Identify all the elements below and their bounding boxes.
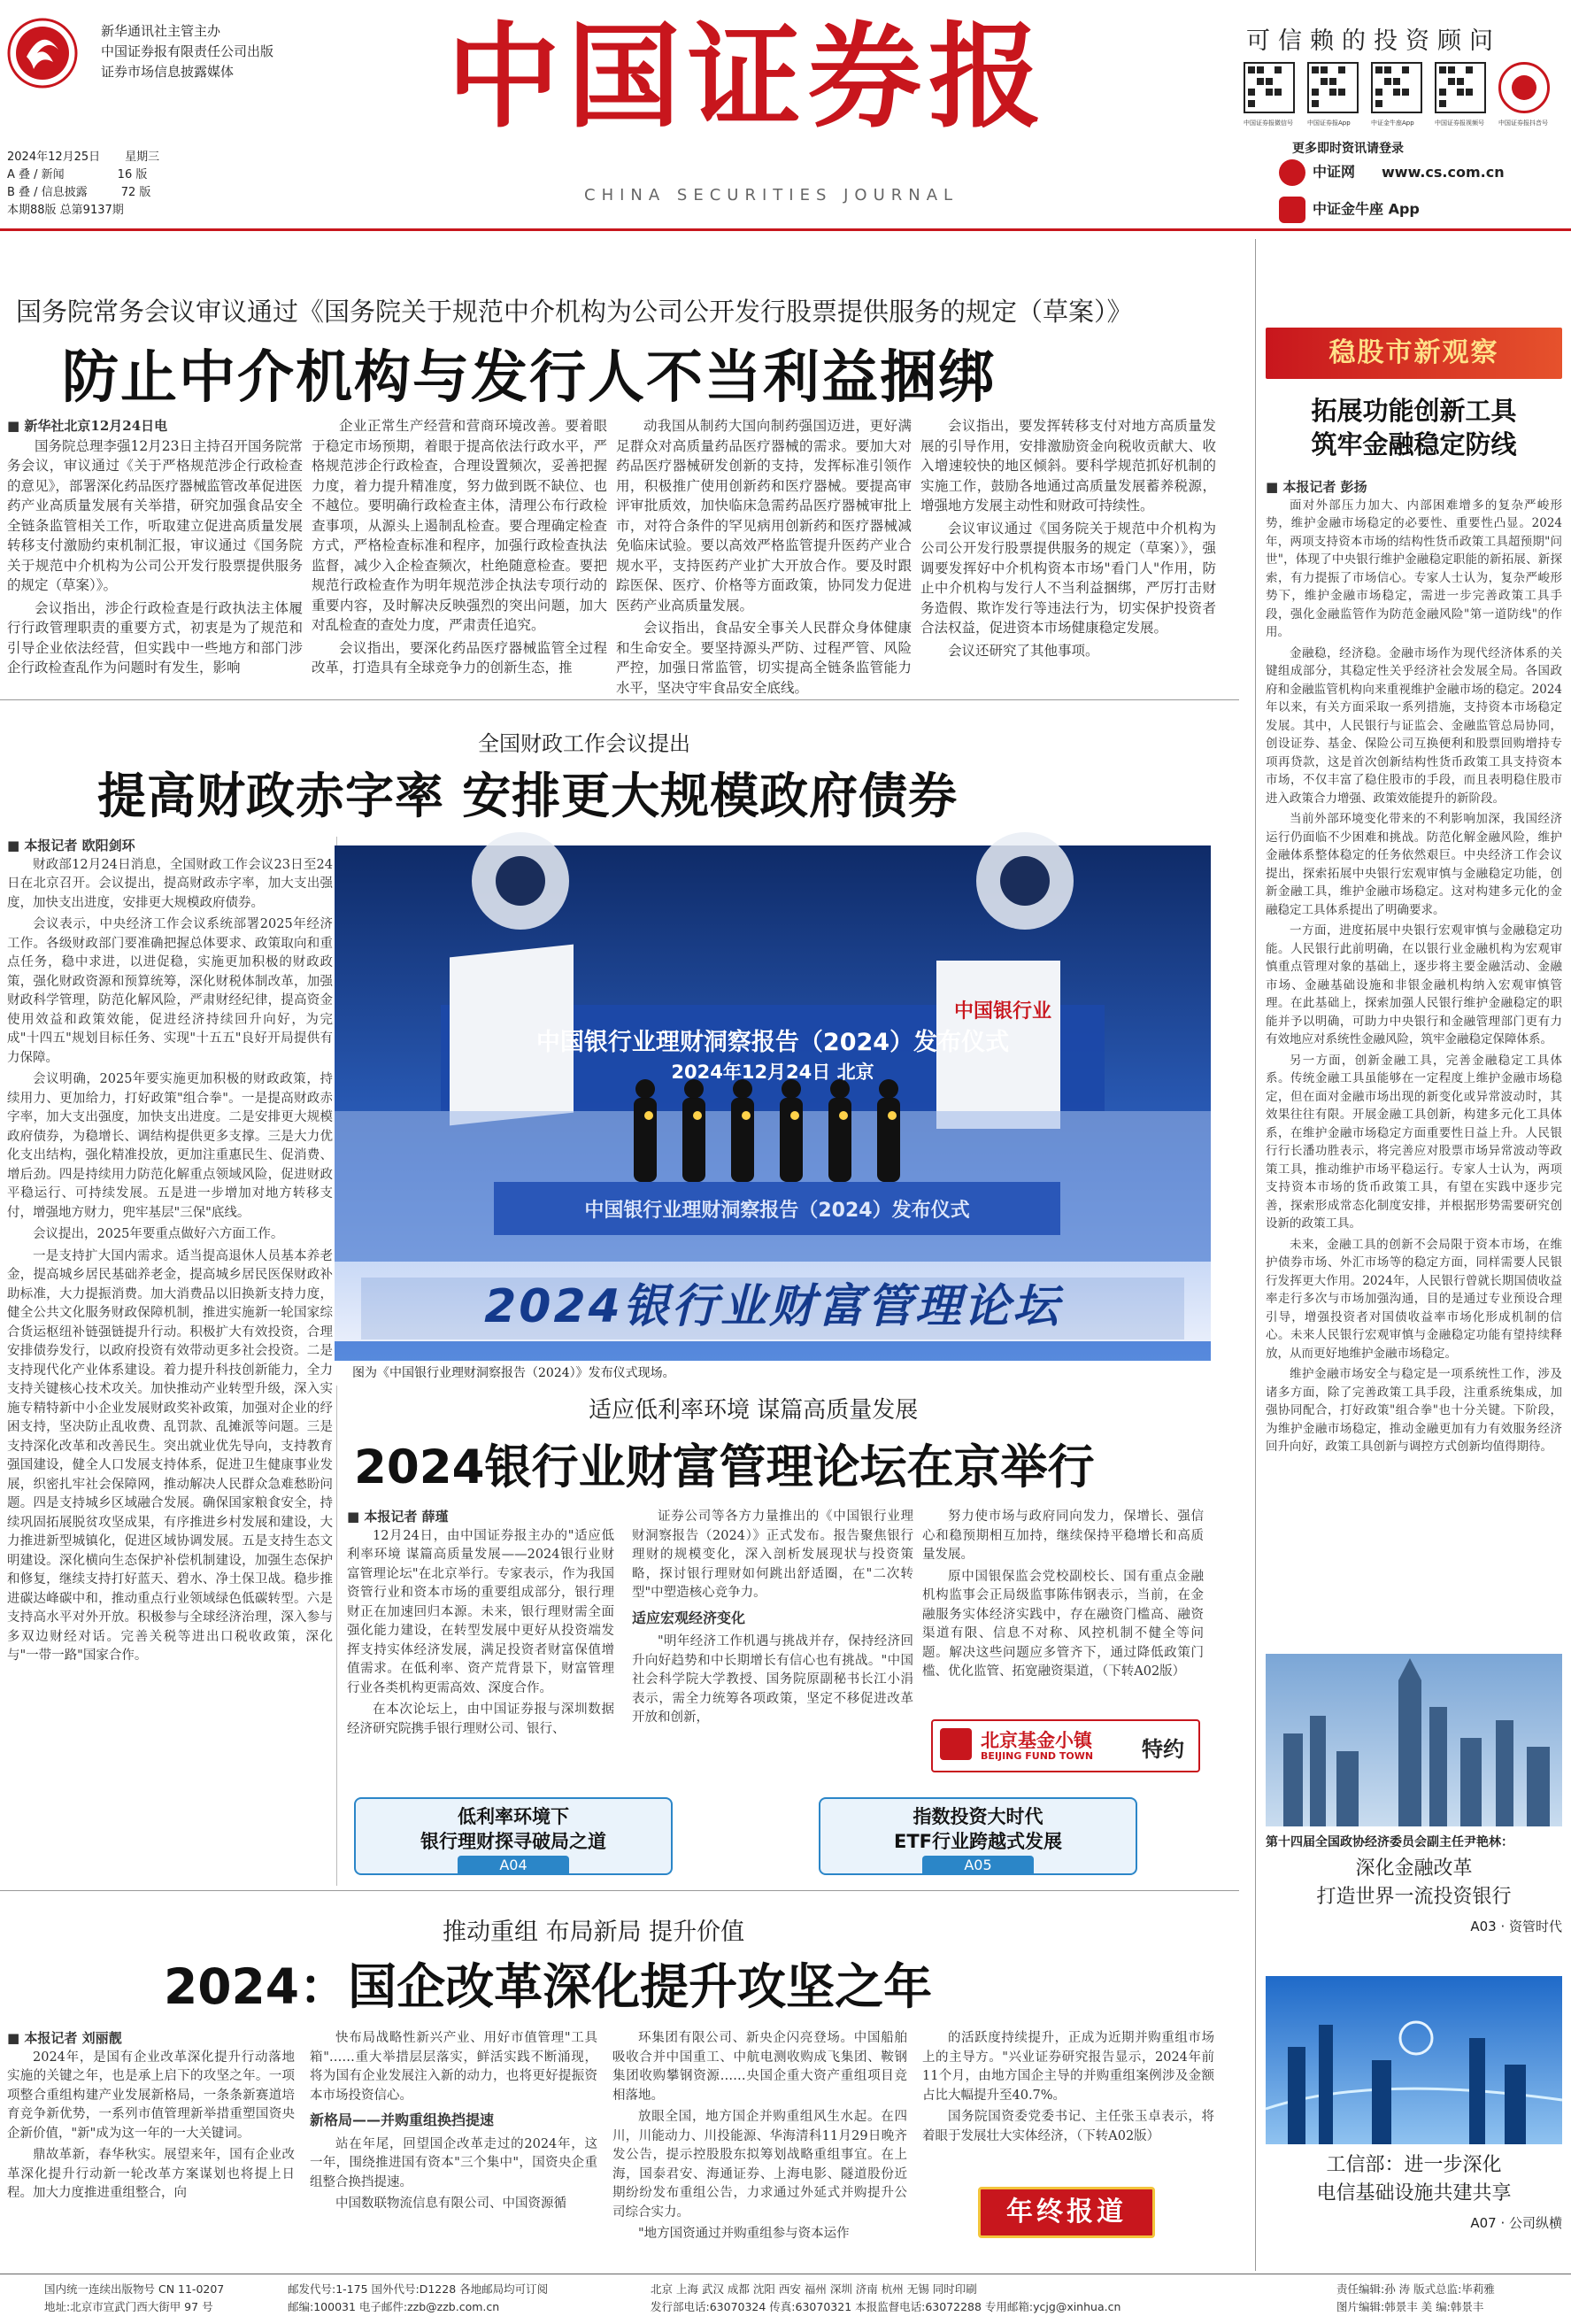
- byline: ■ 本报记者 欧阳剑环: [7, 838, 135, 853]
- publisher-lines: 新华通讯社主管主办 中国证券报有限责任公司出版 证券市场信息披露媒体: [101, 23, 274, 80]
- soe-col-4: 的活跃度持续提升，正成为近期并购重组市场上的主导方。"兴业证券研究报告显示，2024年前11个月，由地方国企主导的并购重组案例涉及金额占比大幅提升至40.7%。 国务院国资委党委书记、主任张玉卓表示，将着眼于发展壮大实体经济，（下转A02版）: [922, 2031, 1214, 2143]
- photo-caption: 图为《中国银行业理财洞察报告（2024）》发布仪式现场。: [335, 1361, 1228, 1386]
- sponsor-logo-icon: [940, 1728, 972, 1760]
- site-icon: [1279, 159, 1305, 186]
- masthead-title: 中国证券报: [447, 11, 1050, 143]
- year-end-badge: 年终报道: [978, 2187, 1155, 2238]
- lead-col-2: 企业正常生产经营和营商环境改善。要着眼于稳定市场预期，着眼于提高依法行政水平，严格规范涉企行政检查，合理设置频次，妥善把握力度，着力提升精准度，努力做到既不缺位、也不越位。要明确行政检查主体，清理公布行政检查事项，从源头上遏制乱检查。要合理确定检查方式，严格检查标准和程序，加强行政检查执法监督，减少入企检查频次，杜绝随意检查。要把规范行政检查作为明年规范涉企执法专项行动的重要内容，及时解决反映强烈的突出问题，加大对乱检查的查处力度，严肃责任追究。 会议指出，要深化药品医疗器械监管全过程改革，打造具有全球竞争力的创新生态，推: [312, 418, 607, 676]
- promo-page: A04: [458, 1856, 569, 1875]
- sponsor-en: BEIJING FUND TOWN: [981, 1750, 1094, 1762]
- app-link[interactable]: 中证金牛座 App: [1279, 197, 1420, 223]
- qr-code[interactable]: [1371, 62, 1422, 113]
- soe-subhead: 新格局——并购重组换挡提速: [310, 2112, 495, 2128]
- promo-a04[interactable]: [354, 1797, 673, 1875]
- byline: ■ 本报记者 彭扬: [1266, 479, 1367, 495]
- newspaper-logo: [7, 18, 78, 89]
- divider: [0, 699, 1239, 700]
- forum-subhead: 适应宏观经济变化: [632, 1609, 746, 1626]
- fiscal-kicker: 全国财政工作会议提出: [478, 731, 690, 756]
- screen-title: 中国银行业理财洞察报告（2024）发布仪式: [535, 1029, 1010, 1056]
- soe-col-2: 快布局战略性新兴产业、用好市值管理"工具箱"……重大举措层层落实，鲜活实践不断涌现，将为国有企业发展注入新的动力，也将更好提振资本市场投资信心。 新格局——并购重组换挡提速 站在年尾，回望国企改革走过的2024年，这一年，围绕推进国有资本"三个集中"，国资央企重组整合换挡提速。 中国数联物流信息有限公司、中国资源循: [310, 2031, 597, 2211]
- qr-code[interactable]: [1435, 62, 1486, 113]
- sidebar-photo-1: [1266, 1654, 1562, 1826]
- sponsor-badge: [931, 1719, 1200, 1772]
- slogan: 可信赖的投资顾问: [1246, 27, 1501, 55]
- soe-col-3: 环集团有限公司、新央企闪亮登场。中国船舶吸收合并中国重工、中航电测收购成飞集团、鞍钢集团收购攀钢资源……央国企重大资产重组项目竞相落地。 放眼全国，地方国企并购重组风生水起。在四川，川能动力、川投能源、华海清科11月29日晚齐发公告，提示控股股东拟筹划战略重组事宜。在上海，国泰君安、海通证券、上海电影、隧道股份近期纷纷发布重组公告，力求通过外延式并购提升公司综合实力。 "地方国资通过并购重组参与资本运作: [612, 2031, 907, 2241]
- masthead-rule: [0, 228, 1571, 231]
- promo-page: A05: [922, 1856, 1034, 1875]
- book-title: 中国银行业: [954, 1000, 1052, 1023]
- qr-label: 中国证券报微信号: [1244, 120, 1293, 127]
- masthead-title-en: CHINA SECURITIES JOURNAL: [584, 186, 959, 205]
- forum-kicker: 适应低利率环境 谋篇高质量发展: [589, 1397, 919, 1424]
- promo-title: 低利率环境下 银行理财探寻破局之道: [420, 1806, 606, 1852]
- photo2-page-link[interactable]: A07 · 公司纵横: [1470, 2215, 1562, 2231]
- photo1-page-link[interactable]: A03 · 资管时代: [1470, 1919, 1562, 1934]
- site-link[interactable]: 中证网 www.cs.com.cn: [1279, 159, 1505, 186]
- sponsor-tag: 特约: [1142, 1737, 1184, 1762]
- sidebar-photo-2: [1266, 1976, 1562, 2144]
- banner-text: 2024银行业财富管理论坛: [484, 1280, 1061, 1333]
- forum-col-3: 努力使市场与政府同向发力，保增长、强信心和稳预期相互加持，继续保持平稳增长和高质量发展。 原中国银保监会党校副校长、国有重点金融机构监事会正局级监事陈伟钢表示，当前，在金融服务实体经济实践中，存在融资门槛高、融资渠道有限、信息不对称、风控机制不健全等问题。解决这些问题应多管齐下，通过降低政策门槛、优化监管、拓宽融资渠道，（下转A02版）: [922, 1509, 1204, 1679]
- lead-col-4: 会议指出，要发挥转移支付对地方高质量发展的引导作用，安排激励资金向税收贡献大、收入增速较快的地区倾斜。要科学规范抓好机制的实施工作，鼓励各地通过高质量发展蓄养税源，增强地方发展主动性和财政可持续性。 会议审议通过《国务院关于规范中介机构为公司公开发行股票提供服务的规定（草案）》，强调要发挥好中介机构资本市场"看门人"作用，防止中介机构与发行人不当利益捆绑，严厉打击财务造假、欺诈发行等违法行为，切实保护投资者合法权益，促进资本市场健康稳定发展。 会议还研究了其他事项。: [920, 418, 1216, 659]
- divider: [1255, 239, 1256, 2271]
- column-banner: 稳股市新观察: [1266, 328, 1562, 379]
- qr-label: 中国证券报视频号: [1435, 120, 1484, 127]
- lead-col-1: ■ 新华社北京12月24日电 国务院总理李强12月23日主持召开国务院常务会议，审议通过《关于严格规范涉企行政检查的意见》，部署深化药品医疗器械监管改革促进医药产业高质量发展有关举措，研究加强食品安全全链条监管相关工作，听取建立促进高质量发展转移支付激励约束机制汇报，审议通过《国务院关于规范中介机构为公司公开发行股票提供服务的规定（草案）》。 会议指出，涉企行政检查是行政执法主体履行行政管理职责的重要方式，初衷是为了规范和引导企业依法经营，但实践中一些地方和部门涉企行政检查乱作为问题时有发生，影响: [7, 418, 303, 676]
- footer: 国内统一连续出版物号 CN 11-0207 地址:北京市宣武门西大街甲 97 号 邮发代号:1-175 国外代号:D1228 各地邮局均可订阅 邮编:100031 电子邮件:zzb@zzb.com.cn 北京 上海 武汉 成都 沈阳 西安 福州 深圳 济南 杭州 无锡 同时印刷 发行部电话:63070324 传真:63070321 本报监督电话:63072288 专用邮箱:ycjg@xinhua.cn 责任编辑:孙 涛 版式总监:毕莉雅 图片编辑:韩景丰 美 编:韩景丰: [44, 2282, 1495, 2313]
- photo2-headline: 工信部：进一步深化 电信基础设施共建共享: [1316, 2154, 1512, 2204]
- byline: ■ 本报记者 刘丽靓: [7, 2030, 122, 2046]
- promo-a05[interactable]: [819, 1797, 1137, 1875]
- photo1-caption: 第十四届全国政协经济委员会副主任尹艳林：: [1266, 1835, 1513, 1849]
- forum-col-2: 证券公司等各方力量推出的《中国银行业理财洞察报告（2024）》正式发布。报告聚焦银行理财的规模变化，深入剖析发展现状与投资策略，探讨银行理财如何跳出舒适圈，在"二次转型"中塑造核心竞争力。 适应宏观经济变化 "明年经济工作机遇与挑战并存，保持经济回升向好趋势和中长期增长有信心也有挑战。"中国社会科学院大学教授、国务院原副秘书长江小涓表示，需全力统筹各项政策，坚定不移促进改革开放和创新，: [632, 1509, 913, 1725]
- sidebar-body: ■ 本报记者 彭扬 面对外部压力加大、内部困难增多的复杂严峻形势，维护金融市场稳定的必要性、重要性凸显。2024年，两项支持资本市场的结构性货币政策工具超预期"问世"，体现了中央银行维护金融稳定职能的新拓展、新探索，有力提振了市场信心。专家人士认为，复杂严峻形势下，维护金融市场稳定，需进一步完善政策工具手段，强化金融监管作为防范金融风险"第一道防线"的作用。 金融稳，经济稳。金融市场作为现代经济体系的关键组成部分，其稳定性关乎经济社会发展全局。各国政府和金融监管机构向来重视维护金融市场的稳定。2024年以来，有关方面采取一系列措施，支持资本市场稳定发展。其中，人民银行与证监会、金融监管总局协同，创设证券、基金、保险公司互换便利和股票回购增持专项再贷款，这是首次创新结构性货币政策工具支持资本市场，不仅丰富了稳住股市的手段，而且表明稳住股市进入政策合力增强、政策效能提升的新阶段。 当前外部环境变化带来的不利影响加深，我国经济运行仍面临不少困难和挑战。防范化解金融风险，维护金融体系整体稳定的任务依然艰巨。中央经济工作会议提出，探索拓展中央银行宏观审慎与金融稳定功能，创新金融工具，维护金融市场稳定。这对构建多元化的金融稳定工具体系提出了明确要求。 一方面，进度拓展中央银行宏观审慎与金融稳定功能。人民银行此前明确，在以银行业金融机构为宏观审慎重点管理对象的基础上，逐步将主要金融活动、金融市场、金融基础设施和非银金融机构纳入宏观审慎管理。在此基础上，探索加强人民银行维护金融稳定的职能并予以明确，可助力中央银行和金融管理部门更有力有效地应对系统性金融风险，筑牢金融稳定保障体系。 另一方面，创新金融工具，完善金融稳定工具体系。传统金融工具虽能够在一定程度上维护金融市场稳定，但在面对金融市场出现的新变化或异常波动时，其效果往往有限。开展金融工具创新，构建多元化工具体系，在维护金融市场稳定方面重要性日益上升。人民银行行长潘功胜表示，将完善应对股票市场异常波动等政策工具，推动维护市场平稳运行。专家人士认为，两项支持资本市场的货币政策工具，有望在实践中逐步完善，探索形成常态化制度安排，并根据形势需要研究创设新的政策工具。 未来，金融工具的创新不会局限于资本市场，在维护债券市场、外汇市场等的稳定方面，同样需要人民银行发挥更大作用。2024年，人民银行曾就长期国债收益率走行多次与市场加强沟通，目的是通过专业预设合理引导，增强投资者对国债收益率市场化形成机制的信心。未来人民银行宏观审慎与金融稳定功能有望持续释放，从而更好地维护金融市场稳定。 维护金融市场安全与稳定是一项系统性工作，涉及诸多方面，除了完善政策工具手段，注重系统集成，加强协同配合，打好政策"组合拳"也十分关键。下阶段，为维护金融市场稳定，推动金融更加有力有效服务经济回升向好，政策工具创新与调控方式创新均值得期待。: [1266, 479, 1562, 1454]
- byline: ■ 新华社北京12月24日电: [7, 418, 168, 434]
- lead-kicker: 国务院常务会议审议通过《国务院关于规范中介机构为公司公开发行股票提供服务的规定（草案）》: [16, 297, 1133, 327]
- screen-title: 中国银行业理财洞察报告（2024）发布仪式: [584, 1200, 970, 1222]
- qr-label: 中证金牛座App: [1371, 120, 1414, 127]
- photo1-headline: 深化金融改革 打造世界一流投资银行: [1316, 1857, 1512, 1908]
- qr-code[interactable]: [1307, 62, 1359, 113]
- forum-col-1: ■ 本报记者 薛瑾 12月24日，由中国证券报主办的"适应低利率环境 谋篇高质量发展——2024银行业财富管理论坛"在北京举行。专家表示，作为我国资管行业和资本市场的重要组成部分，银行理财正在加速回归本源。未来，银行理财需全面强化能力建设，在转型发展中更好从投资端发挥支持实体经济发展，满足投资者财富保值增值需求。在低利率、资产荒背景下，财富管理行业各类机构更需高效、深度合作。 在本次论坛上，由中国证券报与深圳数据经济研究院携手银行理财公司、银行、: [347, 1509, 614, 1736]
- soe-headline: 2024：国企改革深化提升攻坚之年: [164, 1958, 933, 2015]
- soe-kicker: 推动重组 布局新局 提升价值: [443, 1919, 745, 1946]
- app-icon: [1279, 197, 1305, 223]
- sidebar-headline: 拓展功能创新工具 筑牢金融稳定防线: [1311, 396, 1517, 459]
- qr-logo-badge[interactable]: [1498, 62, 1550, 113]
- screen-date: 2024年12月24日 北京: [671, 1062, 874, 1083]
- fiscal-headline: 提高财政赤字率 安排更大规模政府债券: [97, 768, 959, 824]
- qr-label: 中国证券报App: [1307, 120, 1351, 127]
- lead-headline: 防止中介机构与发行人不当利益捆绑: [62, 345, 997, 411]
- lead-col-3: 动我国从制药大国向制药强国迈进，更好满足群众对高质量药品医疗器械的需求。要加大对药品医疗器械研发创新的支持，发挥标准引领作用，积极推广使用创新药和医疗器械。要提高审评审批质效，加快临床急需药品医疗器械审批上市，对符合条件的罕见病用创新药和医疗器械减免临床试验。要以高效严格监管提升医药产业合规水平，支持医药产业扩大开放合作。要及时跟踪医保、医疗、价格等方面政策，协同发力促进医药产业高质量发展。 会议指出，食品安全事关人民群众身体健康和生命安全。要坚持源头严防、过程严管、风险严控，加强日常监管，切实提高全链条监管能力水平，坚决守牢食品安全底线。: [616, 418, 912, 696]
- byline: ■ 本报记者 薛瑾: [347, 1509, 449, 1525]
- qr-row: [1244, 62, 1562, 137]
- qr-code[interactable]: [1244, 62, 1295, 113]
- promo-title: 指数投资大时代 ETF行业跨越式发展: [893, 1806, 1062, 1852]
- forum-photo: [335, 845, 1211, 1386]
- fiscal-body: ■ 本报记者 欧阳剑环 财政部12月24日消息，全国财政工作会议23日至24日在北京召开。会议提出，提高财政赤字率，加大支出强度，加快支出进度，安排更大规模政府债券。 会议表示，中央经济工作会议系统部署2025年经济工作。各级财政部门要准确把握总体要求、政策取向和重点任务，稳中求进，以进促稳，实施更加积极的财政政策，强化财政资源和预算统筹，深化财税体制改革，加强财政科学管理，防范化解风险，严肃财经纪律，提高资金使用效益和政策效能，促进经济持续回升向好，为完成"十四五"规划目标任务、实现"十五五"良好开局提供有力保障。 会议明确，2025年要实施更加积极的财政政策，持续用力、更加给力，打好政策"组合拳"。一是提高财政赤字率，加大支出强度，加快支出进度。二是安排更大规模政府债券，为稳增长、调结构提供更多支撑。三是大力优化支出结构，强化精准投放，更加注重惠民生、促消费、增后劲。四是持续用力防范化解重点领域风险，促进财政平稳运行、可持续发展。五是进一步增加对地方转移支付，增强地方财力，兜牢基层"三保"底线。 会议提出，2025年要重点做好六方面工作。 一是支持扩大国内需求。适当提高退休人员基本养老金，提高城乡居民基础养老金，提高城乡居民医保财政补助标准，大力提振消费。加大消费品以旧换新支持力度，健全公共文化服务财政保障机制，推进实施新一轮国家综合货运枢纽补链强链提升行动。积极扩大有效投资，合理安排债券发行，以政府投资有效带动更多社会投资。二是支持现代化产业体系建设。着力提升科技创新能力，全力支持关键核心技术攻关。加快推动产业转型升级，深入实施专精特新中小企业发展财政奖补政策，加强对企业的纾困支持，坚决防止乱收费、乱罚款、乱摊派等问题。三是支持深化改革和改善民生。突出就业优先导向，支持教育强国建设，健全人口发展支持体系，促进卫生健康事业发展，织密扎牢社会保障网，推动解决人民群众急难愁盼问题。四是支持城乡区域融合发展。确保国家粮食安全，持续巩固拓展脱贫攻坚成果，有序推进乡村发展和建设，大力推进新型城镇化，促进区域协调发展。五是支持生态文明建设。深化横向生态保护补偿机制建设，加强生态保护和修复，继续支持打好蓝天、碧水、净土保卫战。稳步推进碳达峰碳中和，推动重点行业领域绿色低碳转型。六是支持高水平对外开放。积极参与全球经济治理，深入参与多双边财经对话。完善关税等进出口税收政策，深化与"一带一路"国家合作。: [7, 838, 333, 1663]
- qr-label: 中国证券报抖音号: [1498, 120, 1548, 127]
- issue-date: 2024年12月25日 星期三 A 叠 / 新闻 16 版 B 叠 / 信息披露 72 版 本期88版 总第9137期: [7, 151, 160, 217]
- divider: [0, 1890, 1239, 1891]
- more-info-label: 更多即时资讯请登录: [1292, 142, 1404, 156]
- soe-col-1: ■ 本报记者 刘丽靓 2024年，是国有企业改革深化提升行动落地实施的关键之年，也是承上启下的攻坚之年。一项项整合重组构建产业发展新格局，一条条新赛道培育竞争新优势，一系列市值管理新举措重塑国资央企新价值，"新"成为这一年的一大关键词。 鼎故革新，春华秋实。展望来年，国有企业改革深化提升行动新一轮改革方案谋划也将提上日程。加大力度推进重组整合，向: [7, 2030, 295, 2200]
- sponsor-name: 北京基金小镇: [981, 1730, 1092, 1751]
- forum-headline: 2024银行业财富管理论坛在京举行: [354, 1440, 1095, 1494]
